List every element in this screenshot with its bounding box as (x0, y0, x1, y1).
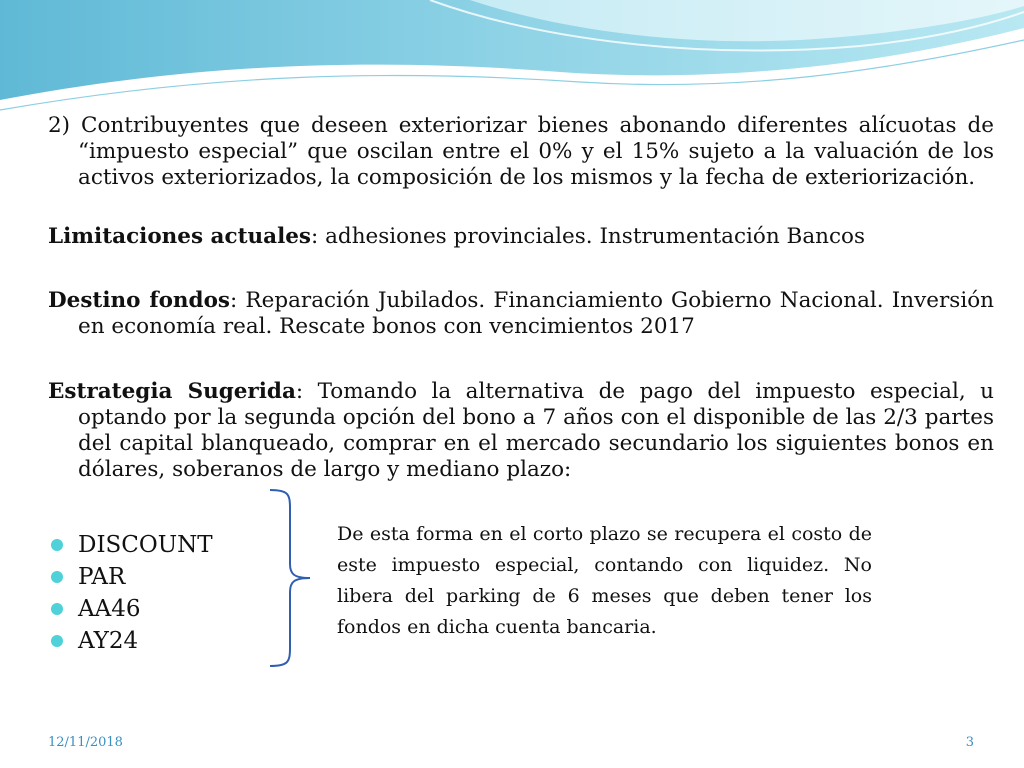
bond-label: AA46 (78, 596, 141, 622)
bullet-icon (51, 539, 63, 551)
list-item (48, 529, 213, 561)
bond-label: AY24 (78, 628, 139, 654)
page-number: 3 (965, 735, 974, 750)
bond-label: DISCOUNT (78, 532, 213, 558)
list-item (48, 593, 213, 625)
bullet-icon (51, 603, 63, 615)
limitaciones-text: : adhesiones provinciales. Instrumentación Bancos (311, 224, 866, 249)
bullet-icon (51, 571, 63, 583)
paragraph-estrategia (48, 379, 994, 483)
destino-text: : Reparación Jubilados. Financiamiento Gobierno Nacional. Inversión en economía real. Rescate bonos con vencimientos 2017 (78, 288, 994, 339)
right-brace-icon (262, 486, 322, 670)
paragraph-contribuyentes (48, 113, 994, 191)
strategy-note: De esta forma en el corto plazo se recupera el costo de este impuesto especial, contando con liquidez. No libera del parking de 6 meses que deben tener los fondos en dicha cuenta bancaria. (337, 523, 872, 638)
list-item (48, 561, 213, 593)
paragraph-limitaciones (48, 224, 994, 250)
header-wave-decoration (0, 0, 1024, 120)
footer-date: 12/11/2018 (48, 735, 123, 750)
paragraph-destino (48, 288, 994, 340)
estrategia-label: Estrategia Sugerida (48, 379, 296, 404)
estrategia-text: : Tomando la alternativa de pago del impuesto especial, u optando por la segunda opción del bono a 7 años con el disponible de las 2/3 partes del capital blanqueado, comprar en el mercado secundario los siguientes bonos en dólares, soberanos de largo y mediano plazo: (78, 379, 994, 482)
bond-label: PAR (78, 564, 126, 590)
paragraph-contribuyentes-text: 2) Contribuyentes que deseen exteriorizar bienes abonando diferentes alícuotas de “impuesto especial” que oscilan entre el 0% y el 15% sujeto a la valuación de los activos exteriorizados, la composición de los mismos y la fecha de exteriorización. (48, 113, 994, 190)
list-item (48, 625, 213, 657)
bond-list (48, 529, 213, 657)
limitaciones-label: Limitaciones actuales (48, 224, 312, 249)
destino-label: Destino fondos (48, 288, 231, 313)
bullet-icon (51, 635, 63, 647)
